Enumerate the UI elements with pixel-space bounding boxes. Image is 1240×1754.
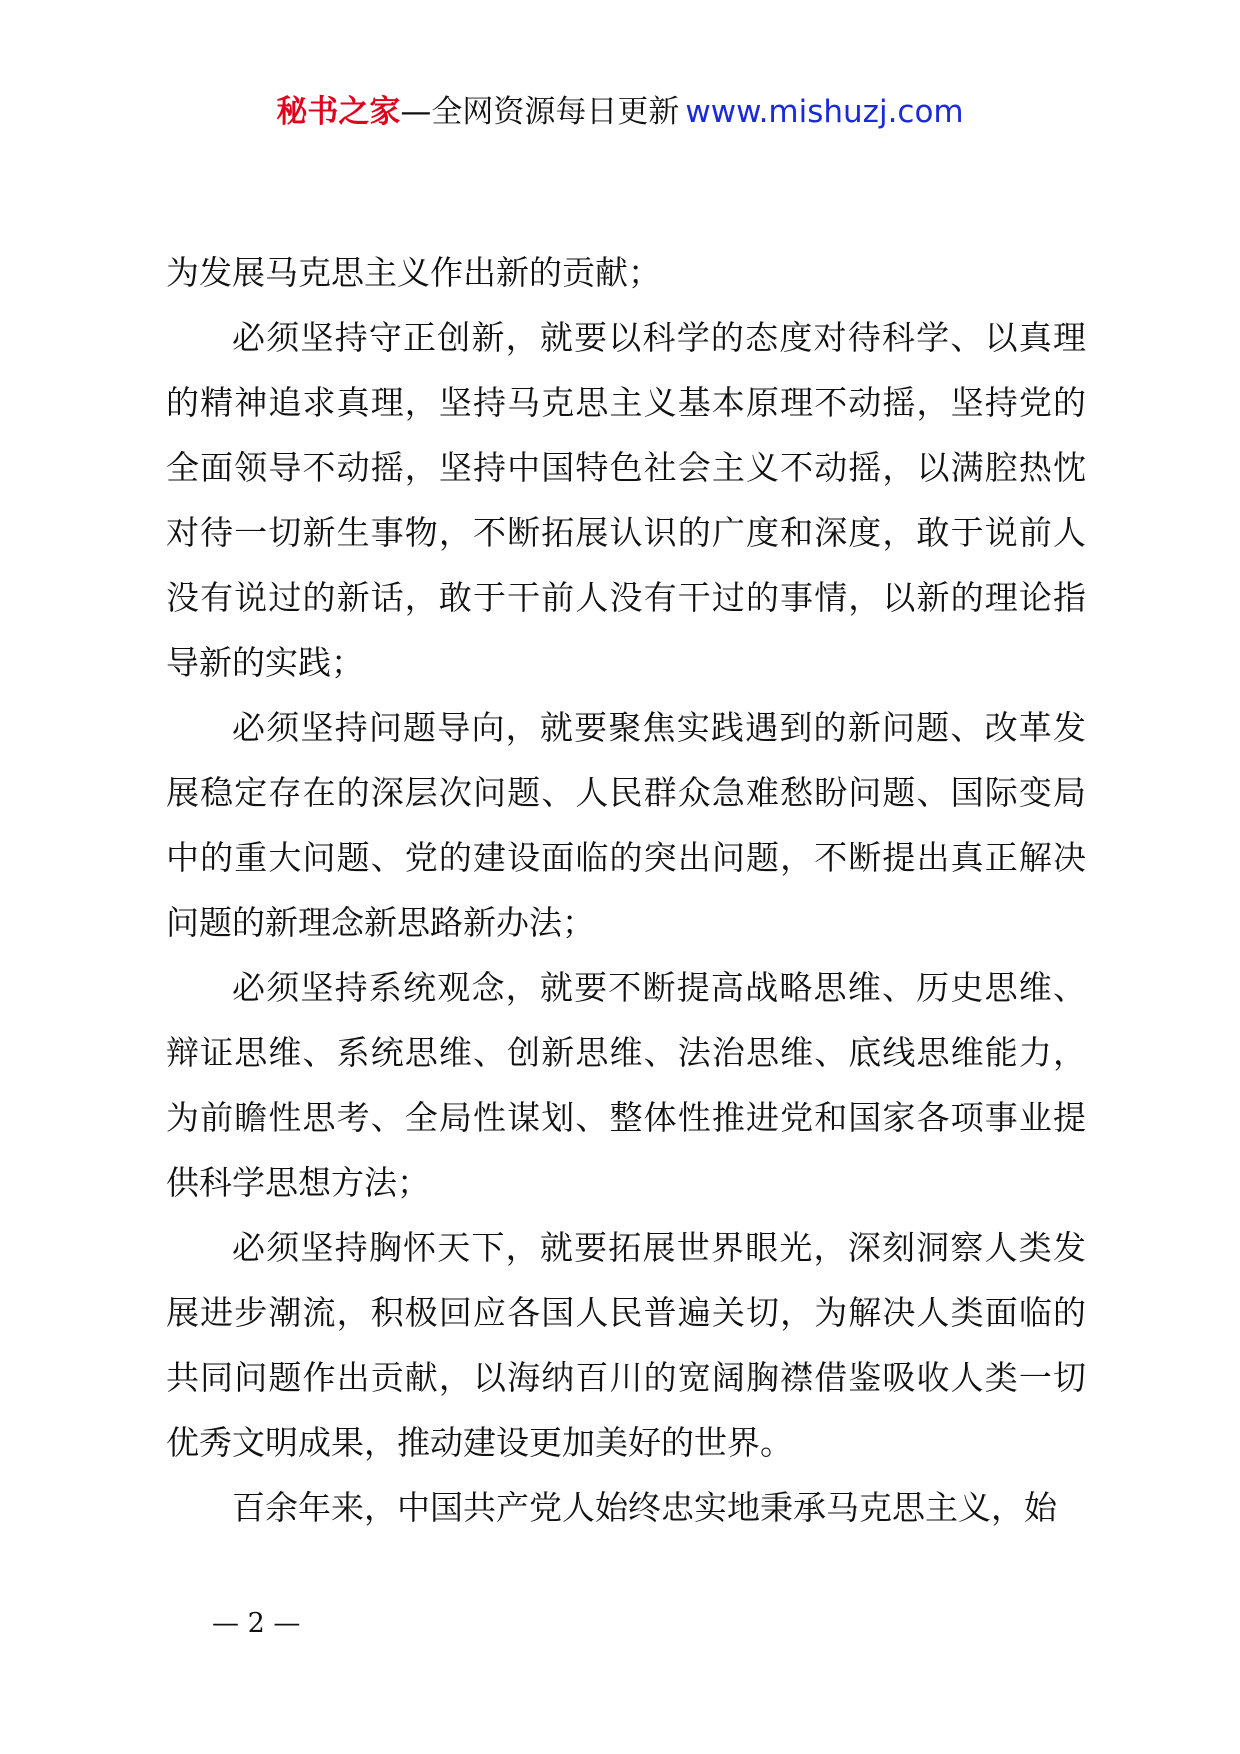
paragraph-innovation: 必须坚持守正创新，就要以科学的态度对待科学、以真理的精神追求真理，坚持马克思主义基本原理不动摇，坚持党的全面领导不动摇，坚持中国特色社会主义不动摇，以满腔热忱对待一切新生事物，不断拓展认识的广度和深度，敢于说前人没有说过的新话，敢于干前人没有干过的事情，以新的理论指导新的实践； [166, 318, 1086, 682]
document-body [166, 240, 1086, 1540]
paragraph-century-history: 百余年来，中国共产党人始终忠实地秉承马克思主义，始 [232, 1488, 1057, 1527]
paragraph-global-vision: 必须坚持胸怀天下，就要拓展世界眼光，深刻洞察人类发展进步潮流，积极回应各国人民普遍关切，为解决人类面临的共同问题作出贡献，以海纳百川的宽阔胸襟借鉴吸收人类一切优秀文明成果，推动建设更加美好的世界。 [166, 1228, 1086, 1462]
paragraph-continuation: 为发展马克思主义作出新的贡献； [166, 253, 661, 292]
site-url-link[interactable]: www.mishuzj.com [685, 94, 964, 130]
page-number: — 2 — [212, 1608, 301, 1639]
site-brand: 秘书之家 [276, 94, 401, 130]
paragraph-problem-orientation: 必须坚持问题导向，就要聚焦实践遇到的新问题、改革发展稳定存在的深层次问题、人民群众急难愁盼问题、国际变局中的重大问题、党的建设面临的突出问题，不断提出真正解决问题的新理念新思路新办法； [166, 708, 1086, 942]
site-header [0, 92, 1240, 132]
site-tagline: —全网资源每日更新 [400, 94, 680, 130]
paragraph-systems-thinking: 必须坚持系统观念，就要不断提高战略思维、历史思维、辩证思维、系统思维、创新思维、法治思维、底线思维能力，为前瞻性思考、全局性谋划、整体性推进党和国家各项事业提供科学思想方法； [166, 968, 1086, 1202]
